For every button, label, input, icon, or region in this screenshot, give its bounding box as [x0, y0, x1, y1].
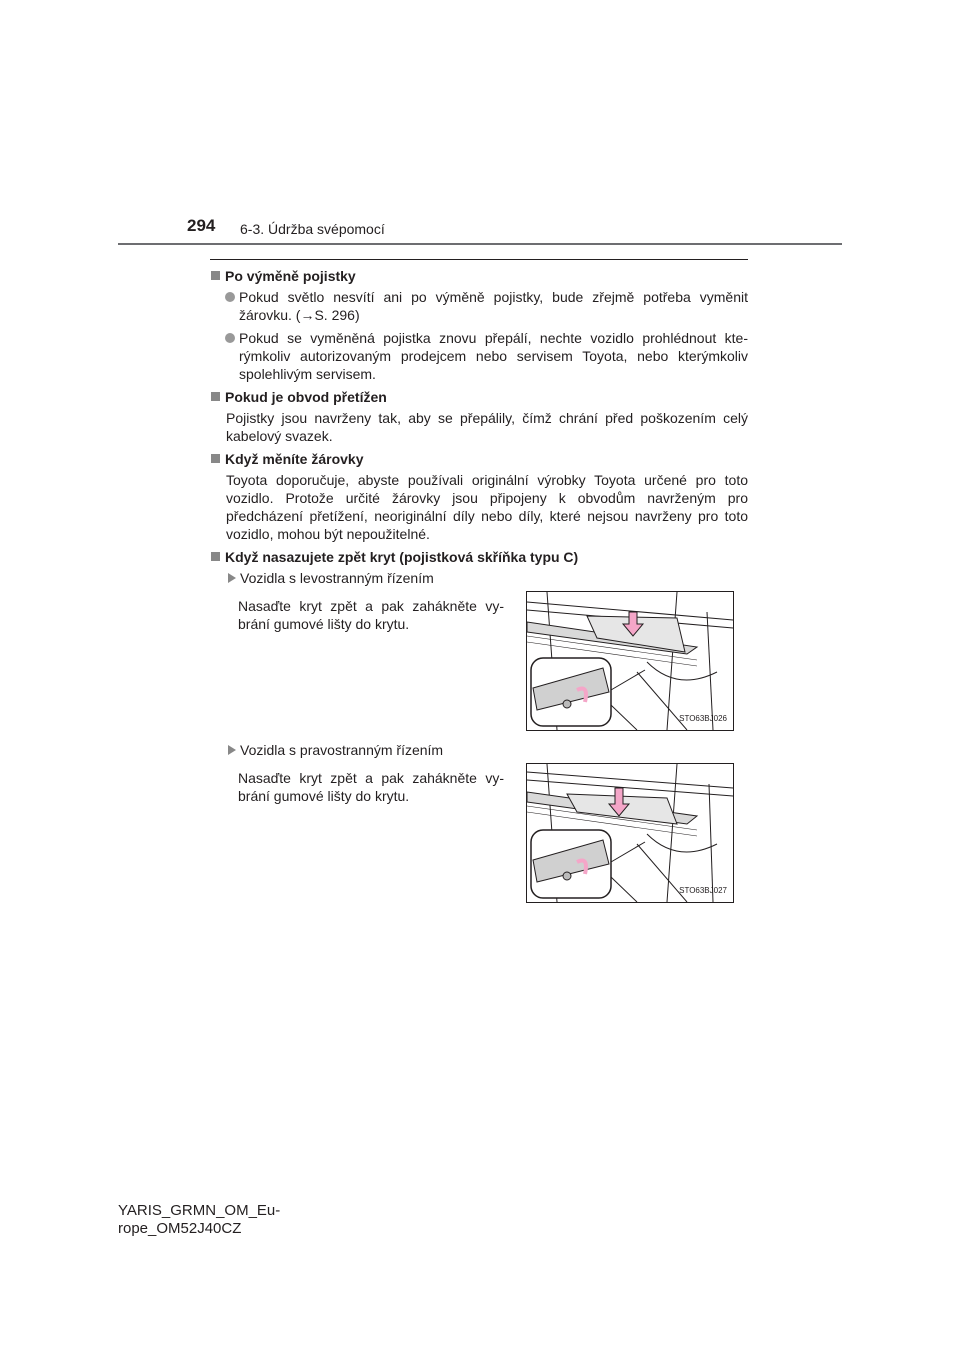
square-bullet-icon [211, 271, 220, 280]
illustration-rhd [526, 763, 734, 903]
bullet-item [225, 329, 748, 383]
figure-code: STO63BJ026 [679, 714, 727, 723]
paragraph: Toyota doporučuje, abyste používali originální výrobky Toyota určené pro toto vozidlo. Protože určité žárovky jsou připojeny k obvodům navrženým pro předcházení přetížení, neoriginální díly nebo díly, které nejsou navrženy pro toto vozidlo, mohou být nepoužitelné. [226, 472, 748, 542]
header-divider [118, 243, 842, 245]
subsection-label-rhd: Vozidla s pravostranným řízením [228, 741, 748, 759]
heading-circuit-overload: Pokud je obvod přetížen [210, 388, 748, 406]
subsection-label-lhd: Vozidla s levostranným řízením [228, 569, 748, 587]
page-number: 294 [187, 216, 216, 235]
footer-line: YARIS_GRMN_OM_Eu- [118, 1202, 281, 1219]
circle-bullet-icon [225, 292, 235, 302]
paragraph: Pojistky jsou navrženy tak, aby se přepálily, čímž chrání před poškozením celý kabelový svazek. [226, 410, 748, 444]
instruction-text: Nasaďte kryt zpět a pak zahákněte vy-brání gumové lišty do krytu. [238, 770, 504, 804]
bullet-item [225, 288, 748, 324]
illustration-lhd [526, 591, 734, 731]
square-bullet-icon [211, 552, 220, 561]
content-divider [210, 259, 748, 260]
figure-block-lhd [210, 591, 748, 741]
heading-replacing-bulbs: Když měníte žárovky [210, 450, 748, 468]
heading-refitting-cover: Když nasazujete zpět kryt (pojistková skříňka typu C) [210, 548, 748, 566]
figure-block-rhd [210, 763, 748, 913]
bullet-text: Pokud světlo nesvítí ani po výměně pojistky, bude zřejmě potřeba vyměnit žárovku. (→S. 296) [239, 289, 748, 323]
square-bullet-icon [211, 392, 220, 401]
heading-after-fuse-replacement: Po výměně pojistky [210, 267, 748, 285]
footer-line: rope_OM52J40CZ [118, 1220, 242, 1237]
circle-bullet-icon [225, 333, 235, 343]
square-bullet-icon [211, 454, 220, 463]
triangle-bullet-icon [228, 573, 236, 583]
bullet-text: Pokud se vyměněná pojistka znovu přepálí, nechte vozidlo prohlédnout kte-rýmkoliv autorizovaným prodejcem nebo servisem Toyota, nebo kterýmkoliv spolehlivým servisem. [239, 330, 748, 382]
document-footer [118, 1202, 280, 1238]
section-title: 6-3. Údržba svépomocí [240, 221, 385, 237]
instruction-text: Nasaďte kryt zpět a pak zahákněte vy-brání gumové lišty do krytu. [238, 598, 504, 632]
page-content [210, 267, 748, 913]
triangle-bullet-icon [228, 745, 236, 755]
figure-code: STO63BJ027 [679, 886, 727, 895]
